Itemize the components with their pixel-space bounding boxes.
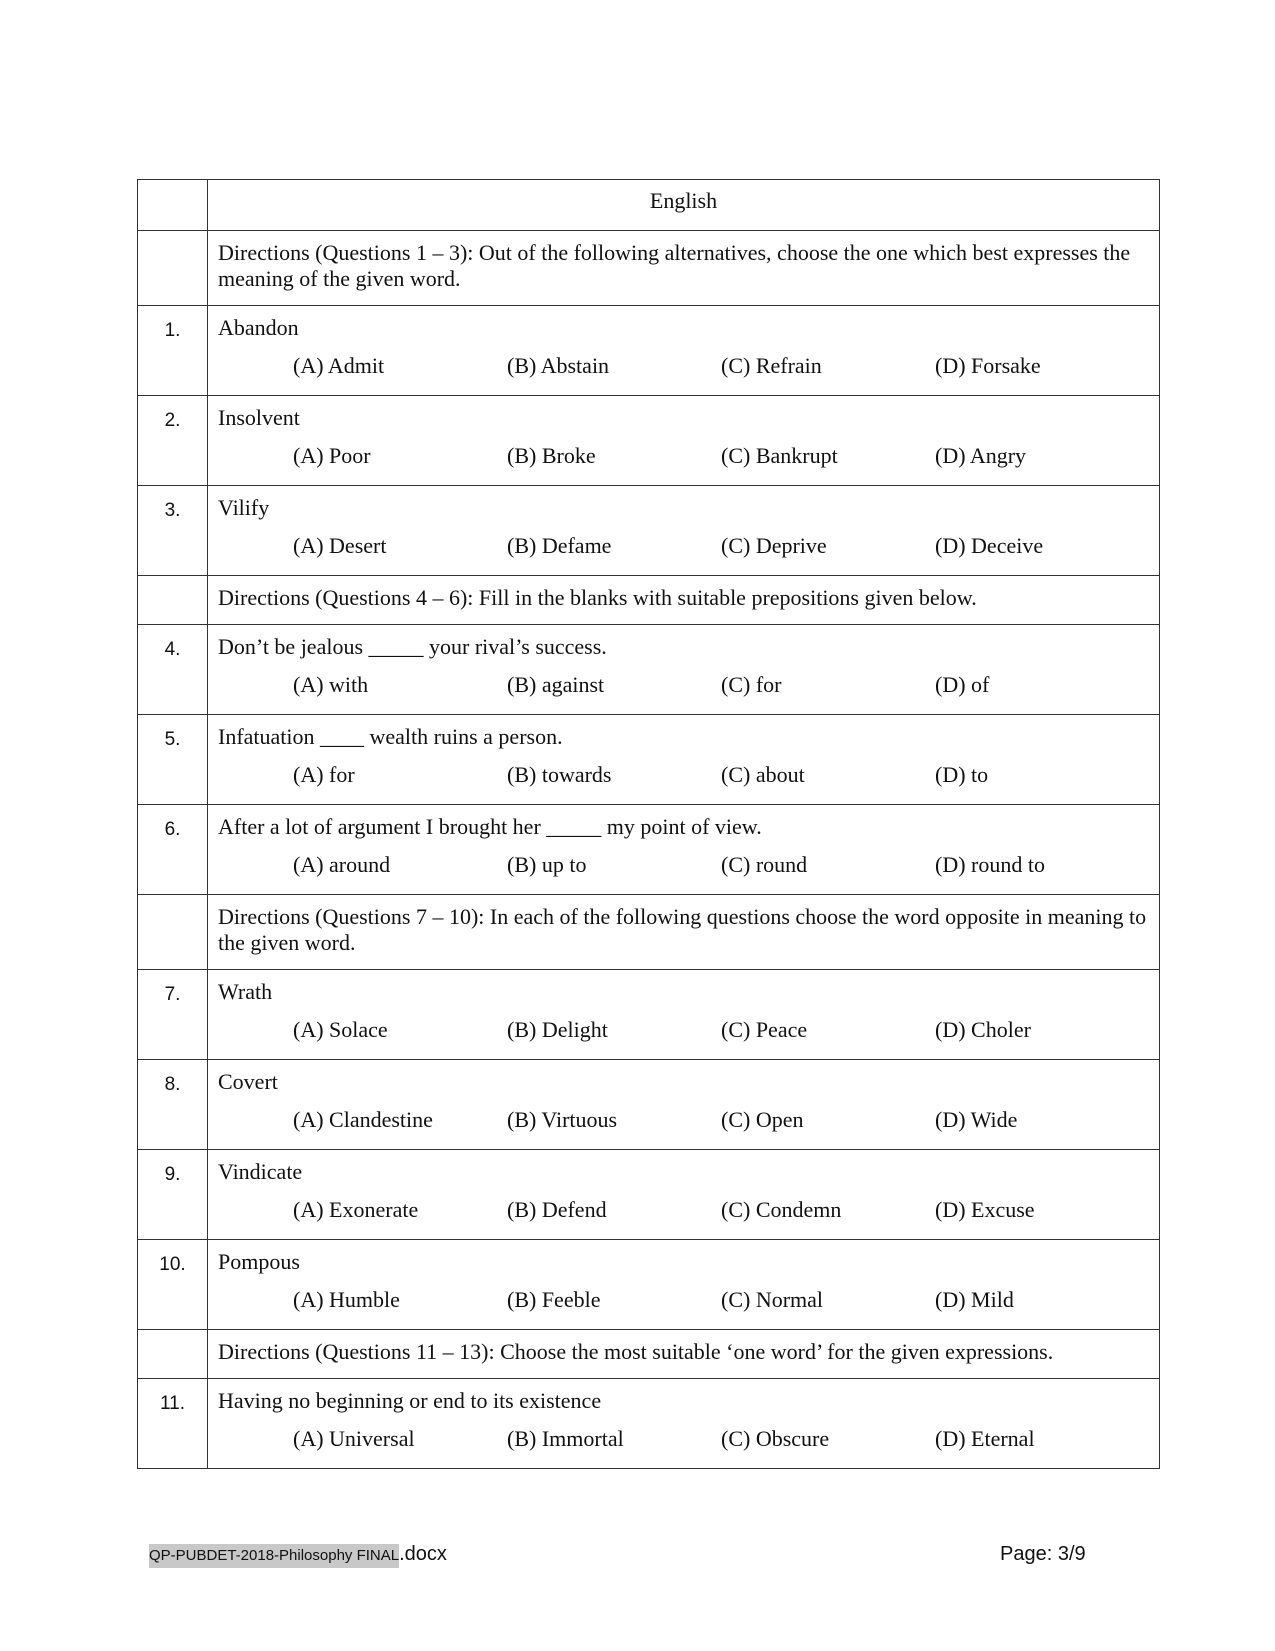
answer-option: (D) Mild bbox=[935, 1287, 1014, 1312]
answer-option: (D) Deceive bbox=[935, 533, 1044, 558]
answer-option: (A) Solace bbox=[293, 1017, 388, 1042]
number-cell bbox=[138, 895, 208, 970]
question-cell bbox=[208, 625, 1160, 715]
answer-option: (D) Choler bbox=[935, 1017, 1031, 1042]
answer-option: (B) Broke bbox=[507, 443, 596, 468]
question-row bbox=[138, 486, 1160, 576]
number-cell bbox=[138, 1330, 208, 1379]
answer-option: (B) Feeble bbox=[507, 1287, 601, 1312]
answer-option: (C) round bbox=[721, 852, 808, 877]
answer-option: (C) Condemn bbox=[721, 1197, 842, 1222]
answer-option: (A) Universal bbox=[293, 1426, 415, 1451]
answer-option: (A) with bbox=[293, 672, 369, 697]
answer-option: (C) Obscure bbox=[721, 1426, 830, 1451]
directions-row bbox=[138, 1330, 1160, 1379]
question-cell bbox=[208, 1150, 1160, 1240]
question-stem: Infatuation ____ wealth ruins a person. bbox=[218, 724, 563, 749]
answer-option: (B) Immortal bbox=[507, 1426, 624, 1451]
question-table bbox=[137, 179, 1160, 1469]
question-number: 8. bbox=[138, 1060, 208, 1150]
answer-options bbox=[218, 1017, 1149, 1043]
answer-option: (B) Virtuous bbox=[507, 1107, 618, 1132]
answer-options bbox=[218, 443, 1149, 469]
answer-option: (B) up to bbox=[507, 852, 587, 877]
question-cell bbox=[208, 715, 1160, 805]
question-stem: Covert bbox=[218, 1069, 278, 1094]
question-number: 6. bbox=[138, 805, 208, 895]
answer-option: (C) about bbox=[721, 762, 805, 787]
question-number: 5. bbox=[138, 715, 208, 805]
answer-option: (A) Poor bbox=[293, 443, 371, 468]
question-row bbox=[138, 1240, 1160, 1330]
question-cell bbox=[208, 1060, 1160, 1150]
answer-option: (C) Bankrupt bbox=[721, 443, 838, 468]
question-number: 7. bbox=[138, 970, 208, 1060]
question-row bbox=[138, 1379, 1160, 1469]
answer-option: (A) Exonerate bbox=[293, 1197, 419, 1222]
answer-option: (C) Open bbox=[721, 1107, 804, 1132]
answer-option: (A) around bbox=[293, 852, 391, 877]
question-stem: Having no beginning or end to its existence bbox=[218, 1388, 602, 1413]
answer-options bbox=[218, 1107, 1149, 1133]
section-title-cell bbox=[208, 180, 1160, 231]
question-number: 9. bbox=[138, 1150, 208, 1240]
answer-option: (C) Deprive bbox=[721, 533, 827, 558]
question-stem: Vilify bbox=[218, 495, 270, 520]
answer-option: (C) Normal bbox=[721, 1287, 824, 1312]
question-row bbox=[138, 1150, 1160, 1240]
question-number: 1. bbox=[138, 306, 208, 396]
answer-option: (C) for bbox=[721, 672, 782, 697]
answer-option: (B) Abstain bbox=[507, 353, 610, 378]
answer-option: (D) round to bbox=[935, 852, 1045, 877]
question-stem: Pompous bbox=[218, 1249, 300, 1274]
directions-text: Directions (Questions 4 – 6): Fill in the blanks with suitable prepositions given below. bbox=[208, 576, 1160, 625]
answer-option: (C) Peace bbox=[721, 1017, 808, 1042]
question-stem: Don’t be jealous _____ your rival’s success. bbox=[218, 634, 607, 659]
answer-option: (D) Angry bbox=[935, 443, 1027, 468]
answer-option: (B) Defame bbox=[507, 533, 612, 558]
directions-text: Directions (Questions 11 – 13): Choose the most suitable ‘one word’ for the given expressions. bbox=[208, 1330, 1160, 1379]
answer-options bbox=[218, 672, 1149, 698]
question-stem: Wrath bbox=[218, 979, 273, 1004]
answer-option: (A) for bbox=[293, 762, 355, 787]
question-row bbox=[138, 805, 1160, 895]
question-stem: Vindicate bbox=[218, 1159, 303, 1184]
question-cell bbox=[208, 306, 1160, 396]
answer-options bbox=[218, 1197, 1149, 1223]
answer-option: (D) to bbox=[935, 762, 989, 787]
question-row bbox=[138, 396, 1160, 486]
answer-options bbox=[218, 1287, 1149, 1313]
section-title: English bbox=[649, 188, 718, 213]
answer-option: (B) Delight bbox=[507, 1017, 608, 1042]
question-cell bbox=[208, 486, 1160, 576]
answer-option: (D) Wide bbox=[935, 1107, 1018, 1132]
number-cell bbox=[138, 576, 208, 625]
directions-row bbox=[138, 895, 1160, 970]
footer-filename-ext: .docx bbox=[399, 1543, 447, 1565]
question-cell bbox=[208, 1240, 1160, 1330]
answer-option: (D) Forsake bbox=[935, 353, 1041, 378]
answer-options bbox=[218, 353, 1149, 379]
directions-row bbox=[138, 576, 1160, 625]
question-row bbox=[138, 625, 1160, 715]
answer-options bbox=[218, 1426, 1149, 1452]
question-cell bbox=[208, 970, 1160, 1060]
question-number: 2. bbox=[138, 396, 208, 486]
answer-options bbox=[218, 852, 1149, 878]
question-row bbox=[138, 1060, 1160, 1150]
question-stem: After a lot of argument I brought her _____ my point of view. bbox=[218, 814, 762, 839]
question-cell bbox=[208, 396, 1160, 486]
number-cell bbox=[138, 180, 208, 231]
question-row bbox=[138, 970, 1160, 1060]
directions-row bbox=[138, 231, 1160, 306]
answer-option: (D) Eternal bbox=[935, 1426, 1035, 1451]
answer-option: (A) Clandestine bbox=[293, 1107, 433, 1132]
answer-options bbox=[218, 533, 1149, 559]
answer-option: (B) towards bbox=[507, 762, 612, 787]
footer-filename bbox=[149, 1543, 447, 1566]
answer-option: (B) against bbox=[507, 672, 605, 697]
answer-option: (B) Defend bbox=[507, 1197, 607, 1222]
directions-text: Directions (Questions 7 – 10): In each of the following questions choose the word opposite in meaning to the given word. bbox=[208, 895, 1160, 970]
question-cell bbox=[208, 805, 1160, 895]
question-row bbox=[138, 715, 1160, 805]
number-cell bbox=[138, 231, 208, 306]
answer-option: (A) Humble bbox=[293, 1287, 400, 1312]
answer-option: (C) Refrain bbox=[721, 353, 822, 378]
footer-filename-highlight: QP-PUBDET-2018-Philosophy FINAL bbox=[149, 1544, 399, 1568]
answer-option: (A) Admit bbox=[293, 353, 385, 378]
answer-option: (D) of bbox=[935, 672, 990, 697]
answer-options bbox=[218, 762, 1149, 788]
question-number: 3. bbox=[138, 486, 208, 576]
question-number: 4. bbox=[138, 625, 208, 715]
question-number: 10. bbox=[138, 1240, 208, 1330]
directions-text: Directions (Questions 1 – 3): Out of the following alternatives, choose the one which best expresses the meaning of the given word. bbox=[208, 231, 1160, 306]
question-row bbox=[138, 306, 1160, 396]
answer-option: (A) Desert bbox=[293, 533, 387, 558]
footer-page-number: Page: 3/9 bbox=[1000, 1543, 1086, 1565]
question-cell bbox=[208, 1379, 1160, 1469]
section-header-row bbox=[138, 180, 1160, 231]
question-stem: Abandon bbox=[218, 315, 299, 340]
question-stem: Insolvent bbox=[218, 405, 300, 430]
answer-option: (D) Excuse bbox=[935, 1197, 1035, 1222]
question-number: 11. bbox=[138, 1379, 208, 1469]
